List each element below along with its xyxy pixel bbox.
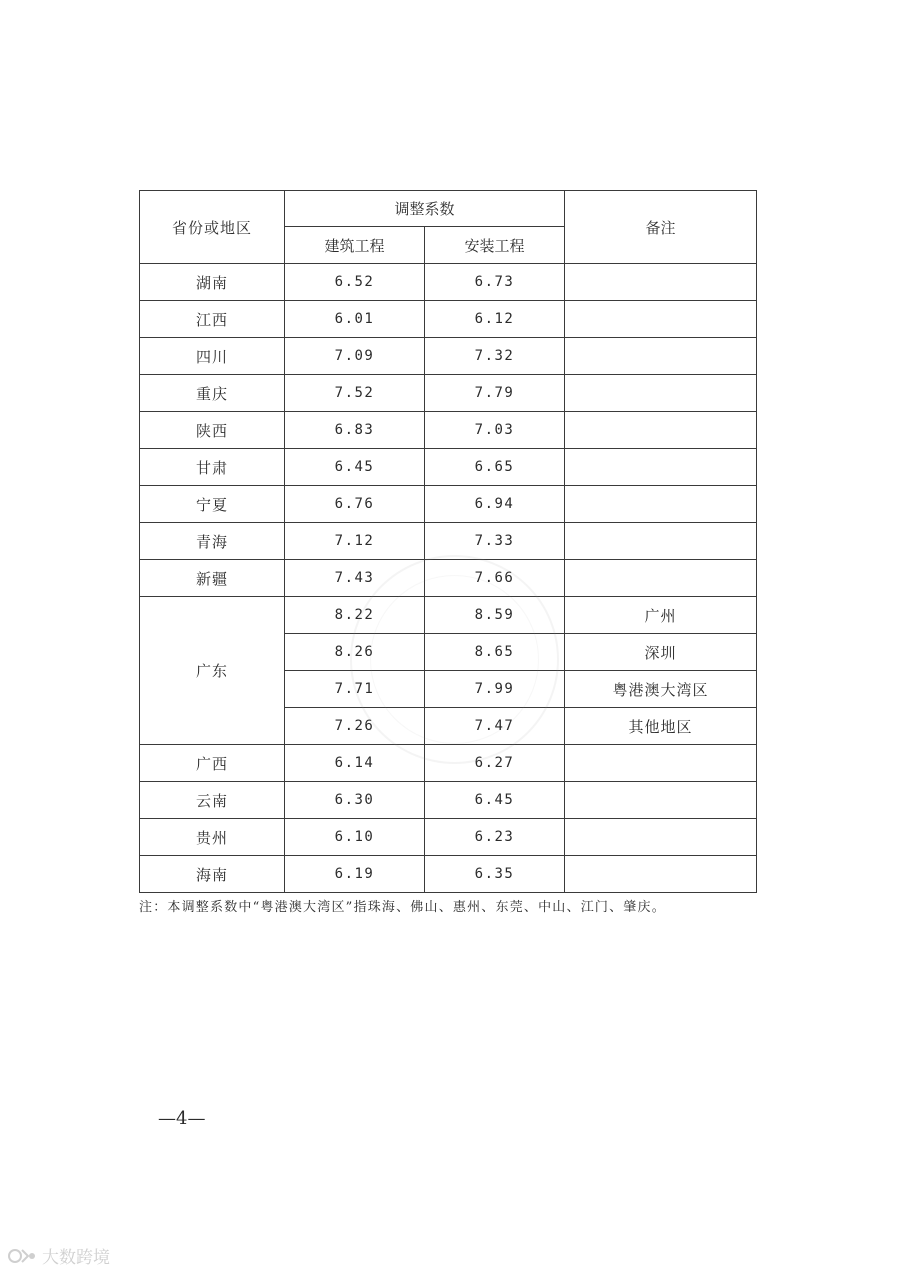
- remark-cell: [565, 782, 757, 819]
- region-cell: 陕西: [140, 412, 285, 449]
- table-body: [140, 264, 757, 893]
- region-cell: 湖南: [140, 264, 285, 301]
- coefficient-table-container: [139, 190, 757, 893]
- remark-cell: [565, 375, 757, 412]
- table-row: [140, 486, 757, 523]
- table-row: [140, 560, 757, 597]
- remark-cell: [565, 486, 757, 523]
- construction-value: 7.71: [285, 671, 425, 708]
- construction-value: 6.76: [285, 486, 425, 523]
- construction-value: 6.19: [285, 856, 425, 893]
- construction-value: 6.30: [285, 782, 425, 819]
- region-cell: 重庆: [140, 375, 285, 412]
- table-row: [140, 301, 757, 338]
- construction-value: 6.45: [285, 449, 425, 486]
- region-cell: 青海: [140, 523, 285, 560]
- construction-value: 7.26: [285, 708, 425, 745]
- installation-value: 6.45: [425, 782, 565, 819]
- remark-cell: [565, 523, 757, 560]
- installation-value: 6.23: [425, 819, 565, 856]
- table-row: [140, 338, 757, 375]
- construction-value: 7.43: [285, 560, 425, 597]
- remark-cell: [565, 819, 757, 856]
- installation-value: 8.65: [425, 634, 565, 671]
- installation-value: 7.33: [425, 523, 565, 560]
- table-row: [140, 523, 757, 560]
- watermark-text: 大数跨境: [42, 1248, 110, 1268]
- remark-cell: 粤港澳大湾区: [565, 671, 757, 708]
- header-region: 省份或地区: [140, 191, 285, 264]
- remark-cell: [565, 560, 757, 597]
- remark-cell: [565, 745, 757, 782]
- table-row: [140, 449, 757, 486]
- remark-cell: [565, 449, 757, 486]
- construction-value: 7.12: [285, 523, 425, 560]
- construction-value: 7.09: [285, 338, 425, 375]
- installation-value: 6.35: [425, 856, 565, 893]
- construction-value: 8.22: [285, 597, 425, 634]
- installation-value: 7.79: [425, 375, 565, 412]
- construction-value: 6.14: [285, 745, 425, 782]
- installation-value: 7.66: [425, 560, 565, 597]
- table-row: [140, 745, 757, 782]
- table-row: [140, 856, 757, 893]
- construction-value: 6.10: [285, 819, 425, 856]
- region-cell: 宁夏: [140, 486, 285, 523]
- remark-cell: [565, 856, 757, 893]
- remark-cell: 深圳: [565, 634, 757, 671]
- construction-value: 6.01: [285, 301, 425, 338]
- coefficient-table: [139, 190, 757, 893]
- installation-value: 6.65: [425, 449, 565, 486]
- table-row: [140, 782, 757, 819]
- installation-value: 7.47: [425, 708, 565, 745]
- installation-value: 6.94: [425, 486, 565, 523]
- header-installation: 安装工程: [425, 227, 565, 264]
- page-number: —4—: [158, 1108, 206, 1129]
- table-row: [140, 375, 757, 412]
- table-row: [140, 597, 757, 634]
- installation-value: 7.32: [425, 338, 565, 375]
- header-construction: 建筑工程: [285, 227, 425, 264]
- installation-value: 7.03: [425, 412, 565, 449]
- table-row: [140, 819, 757, 856]
- construction-value: 8.26: [285, 634, 425, 671]
- remark-cell: [565, 301, 757, 338]
- region-cell-guangdong: 广东: [140, 597, 285, 745]
- installation-value: 8.59: [425, 597, 565, 634]
- region-cell: 江西: [140, 301, 285, 338]
- installation-value: 7.99: [425, 671, 565, 708]
- remark-cell: 其他地区: [565, 708, 757, 745]
- region-cell: 甘肃: [140, 449, 285, 486]
- remark-cell: [565, 264, 757, 301]
- installation-value: 6.27: [425, 745, 565, 782]
- watermark: [8, 1243, 110, 1268]
- installation-value: 6.73: [425, 264, 565, 301]
- header-remark: 备注: [565, 191, 757, 264]
- region-cell: 新疆: [140, 560, 285, 597]
- construction-value: 6.52: [285, 264, 425, 301]
- cross-border-logo-icon: [8, 1247, 36, 1265]
- installation-value: 6.12: [425, 301, 565, 338]
- remark-cell: [565, 412, 757, 449]
- region-cell: 四川: [140, 338, 285, 375]
- construction-value: 7.52: [285, 375, 425, 412]
- region-cell: 云南: [140, 782, 285, 819]
- header-coefficient: 调整系数: [285, 191, 565, 227]
- table-footnote: 注：本调整系数中“粤港澳大湾区”指珠海、佛山、惠州、东莞、中山、江门、肇庆。: [139, 900, 666, 915]
- table-row: [140, 412, 757, 449]
- region-cell: 海南: [140, 856, 285, 893]
- region-cell: 广西: [140, 745, 285, 782]
- construction-value: 6.83: [285, 412, 425, 449]
- table-row: [140, 264, 757, 301]
- remark-cell: [565, 338, 757, 375]
- remark-cell: 广州: [565, 597, 757, 634]
- region-cell: 贵州: [140, 819, 285, 856]
